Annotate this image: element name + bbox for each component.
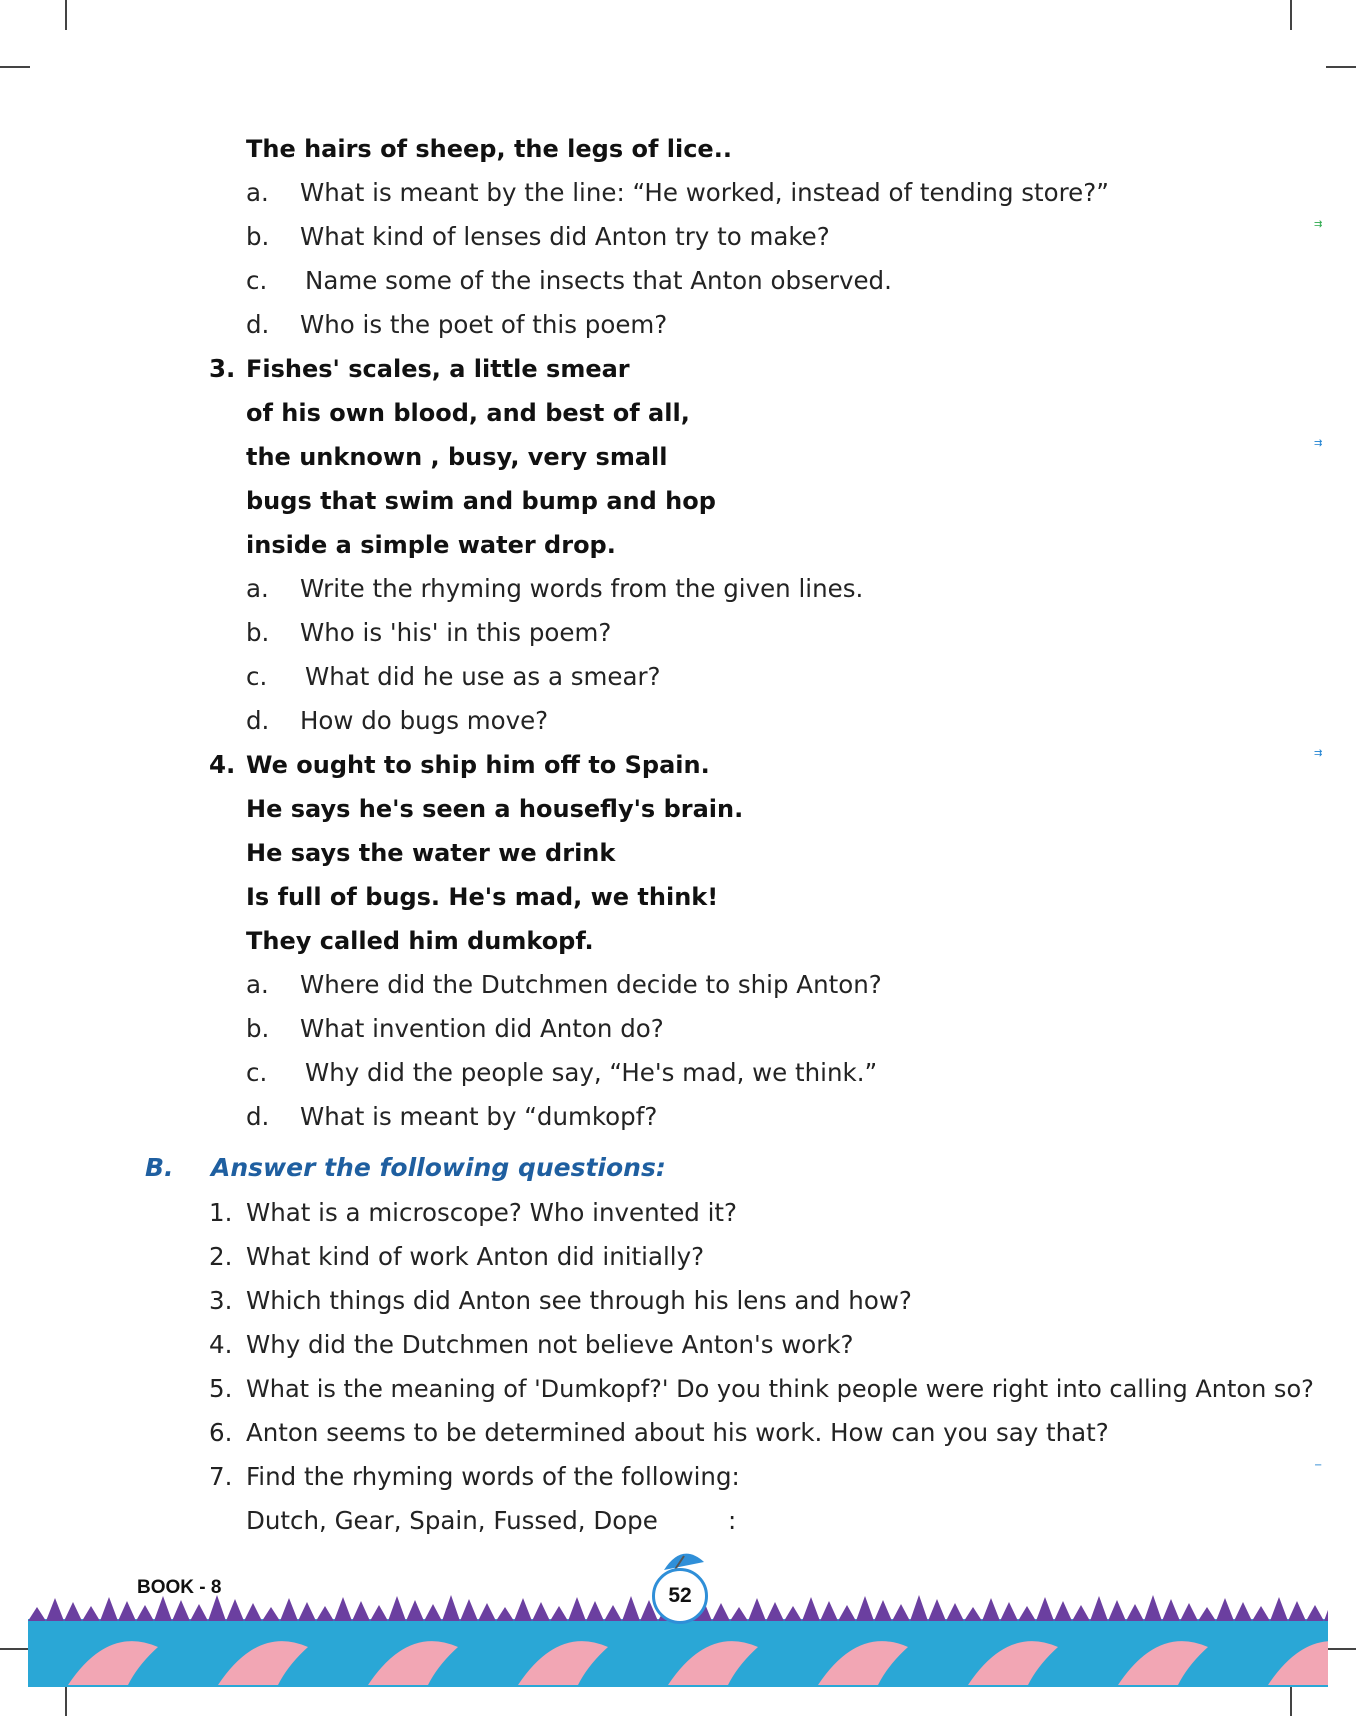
tree-shape (190, 1604, 208, 1621)
tree-shape (226, 1599, 244, 1621)
tree-shape (496, 1607, 514, 1621)
tree-shape (1270, 1597, 1288, 1621)
tree-shape (1324, 1596, 1328, 1621)
tree-shape (892, 1604, 910, 1621)
question-text: What is a microscope? Who invented it? (246, 1198, 738, 1227)
tree-shape (820, 1601, 838, 1621)
question-number: 3. (209, 1286, 233, 1315)
tree-shape (946, 1603, 964, 1621)
question-text: What did he use as a smear? (305, 662, 661, 691)
tree-shape (910, 1595, 928, 1621)
question-text: Find the rhyming words of the following: (246, 1462, 740, 1491)
tree-shape (64, 1602, 82, 1621)
question-letter: b. (246, 1014, 270, 1043)
tree-shape (784, 1606, 802, 1621)
section-label: B. (145, 1153, 174, 1182)
tree-shape (352, 1601, 370, 1621)
question-letter: a. (246, 574, 269, 603)
tree-shape (730, 1607, 748, 1621)
crop-mark (65, 1686, 67, 1716)
tree-shape (586, 1601, 604, 1621)
tree-shape (28, 1607, 46, 1621)
stanza-line: of his own blood, and best of all, (246, 399, 690, 427)
tree-shape (136, 1605, 154, 1621)
tree-shape (1252, 1606, 1270, 1621)
stanza-line: Is full of bugs. He's mad, we think! (246, 883, 719, 911)
question-text: Name some of the insects that Anton observed. (305, 266, 892, 295)
question-text: What is meant by “dumkopf? (300, 1102, 658, 1131)
question-letter: d. (246, 706, 270, 735)
tree-shape (802, 1597, 820, 1621)
crop-mark (1326, 1648, 1356, 1650)
stanza-line: We ought to ship him off to Spain. (246, 751, 710, 779)
question-number: 3. (209, 354, 236, 383)
stanza-line: He says the water we drink (246, 839, 616, 867)
tree-shape (370, 1605, 388, 1621)
tree-shape (838, 1605, 856, 1621)
crop-mark (0, 66, 30, 68)
question-letter: c. (246, 266, 268, 295)
tree-shape (82, 1606, 100, 1621)
tree-shape (262, 1607, 280, 1621)
crop-mark (65, 0, 67, 30)
question-letter: d. (246, 310, 270, 339)
margin-tick: ⇉ (1314, 219, 1323, 230)
tree-shape (514, 1598, 532, 1621)
stanza-line: inside a simple water drop. (246, 531, 616, 559)
question-text: How do bugs move? (300, 706, 549, 735)
question-number: 4. (209, 1330, 233, 1359)
crop-mark (1326, 66, 1356, 68)
question-text: Write the rhyming words from the given lines. (300, 574, 864, 603)
question-number: 6. (209, 1418, 233, 1447)
tree-shape (1126, 1604, 1144, 1621)
question-text: What kind of lenses did Anton try to make? (300, 222, 830, 251)
stanza-line: He says he's seen a housefly's brain. (246, 795, 744, 823)
question-text: Where did the Dutchmen decide to ship Anton? (300, 970, 882, 999)
tree-shape (388, 1596, 406, 1621)
rhyme-words: Dutch, Gear, Spain, Fussed, Dope (246, 1506, 658, 1535)
question-text: What is the meaning of 'Dumkopf?' Do you think people were right into calling Anton so? (246, 1375, 1314, 1403)
tree-shape (1306, 1605, 1324, 1621)
tree-shape (316, 1606, 334, 1621)
stanza-line: The hairs of sheep, the legs of lice.. (246, 135, 732, 163)
rhyme-colon: : (728, 1506, 737, 1535)
margin-tick: ⇉ (1314, 438, 1323, 449)
question-number: 4. (209, 750, 236, 779)
tree-shape (424, 1604, 442, 1621)
tree-shape (1018, 1606, 1036, 1621)
stanza-line: Fishes' scales, a little smear (246, 355, 630, 383)
question-text: What invention did Anton do? (300, 1014, 664, 1043)
question-number: 2. (209, 1242, 233, 1271)
tree-shape (1198, 1607, 1216, 1621)
tree-shape (460, 1599, 478, 1621)
tree-shape (1144, 1595, 1162, 1621)
question-text: Which things did Anton see through his lens and how? (246, 1286, 912, 1315)
section-heading: Answer the following questions: (211, 1153, 666, 1182)
tree-shape (532, 1602, 550, 1621)
tree-shape (442, 1595, 460, 1621)
question-number: 1. (209, 1198, 233, 1227)
tree-shape (334, 1597, 352, 1621)
tree-shape (1180, 1603, 1198, 1621)
tree-shape (1090, 1596, 1108, 1621)
tree-shape (766, 1602, 784, 1621)
tree-shape (478, 1603, 496, 1621)
tree-shape (550, 1606, 568, 1621)
tree-shape (982, 1598, 1000, 1621)
crop-mark (0, 1648, 30, 1650)
margin-tick: ⇉ (1314, 748, 1323, 759)
tree-shape (298, 1602, 316, 1621)
tree-shape (100, 1597, 118, 1621)
tree-shape (622, 1596, 640, 1621)
tree-shape (1108, 1600, 1126, 1621)
tree-shape (1162, 1599, 1180, 1621)
question-text: What kind of work Anton did initially? (246, 1242, 705, 1271)
question-letter: a. (246, 178, 269, 207)
tree-shape (406, 1600, 424, 1621)
tree-shape (244, 1603, 262, 1621)
question-letter: a. (246, 970, 269, 999)
question-text: Why did the Dutchmen not believe Anton's work? (246, 1330, 854, 1359)
tree-shape (856, 1596, 874, 1621)
tree-shape (46, 1598, 64, 1621)
crop-mark (1290, 0, 1292, 30)
tree-shape (280, 1598, 298, 1621)
question-text: Why did the people say, “He's mad, we think.” (305, 1058, 878, 1087)
question-number: 7. (209, 1462, 233, 1491)
question-text: Anton seems to be determined about his work. How can you say that? (246, 1418, 1109, 1447)
question-letter: d. (246, 1102, 270, 1131)
question-letter: c. (246, 1058, 268, 1087)
tree-shape (1072, 1605, 1090, 1621)
question-number: 5. (209, 1374, 233, 1403)
question-letter: b. (246, 618, 270, 647)
question-text: What is meant by the line: “He worked, instead of tending store?” (300, 178, 1109, 207)
tree-shape (604, 1605, 622, 1621)
question-text: Who is 'his' in this poem? (300, 618, 612, 647)
stanza-line: the unknown , busy, very small (246, 443, 668, 471)
stanza-line: They called him dumkopf. (246, 927, 594, 955)
tree-shape (1234, 1602, 1252, 1621)
crop-mark (1290, 1686, 1292, 1716)
tree-shape (154, 1596, 172, 1621)
question-letter: c. (246, 662, 268, 691)
stanza-line: bugs that swim and bump and hop (246, 487, 716, 515)
tree-shape (928, 1599, 946, 1621)
margin-tick: − (1314, 1460, 1323, 1471)
question-text: Who is the poet of this poem? (300, 310, 668, 339)
tree-shape (1216, 1598, 1234, 1621)
tree-shape (1054, 1601, 1072, 1621)
tree-shape (118, 1601, 136, 1621)
tree-shape (964, 1607, 982, 1621)
book-label: BOOK - 8 (137, 1577, 222, 1598)
tree-shape (568, 1597, 586, 1621)
question-letter: b. (246, 222, 270, 251)
page-number: 52 (652, 1568, 708, 1624)
tree-shape (172, 1600, 190, 1621)
tree-shape (874, 1600, 892, 1621)
tree-shape (748, 1598, 766, 1621)
tree-shape (712, 1603, 730, 1621)
tree-shape (1036, 1597, 1054, 1621)
tree-shape (1288, 1601, 1306, 1621)
tree-shape (1000, 1602, 1018, 1621)
